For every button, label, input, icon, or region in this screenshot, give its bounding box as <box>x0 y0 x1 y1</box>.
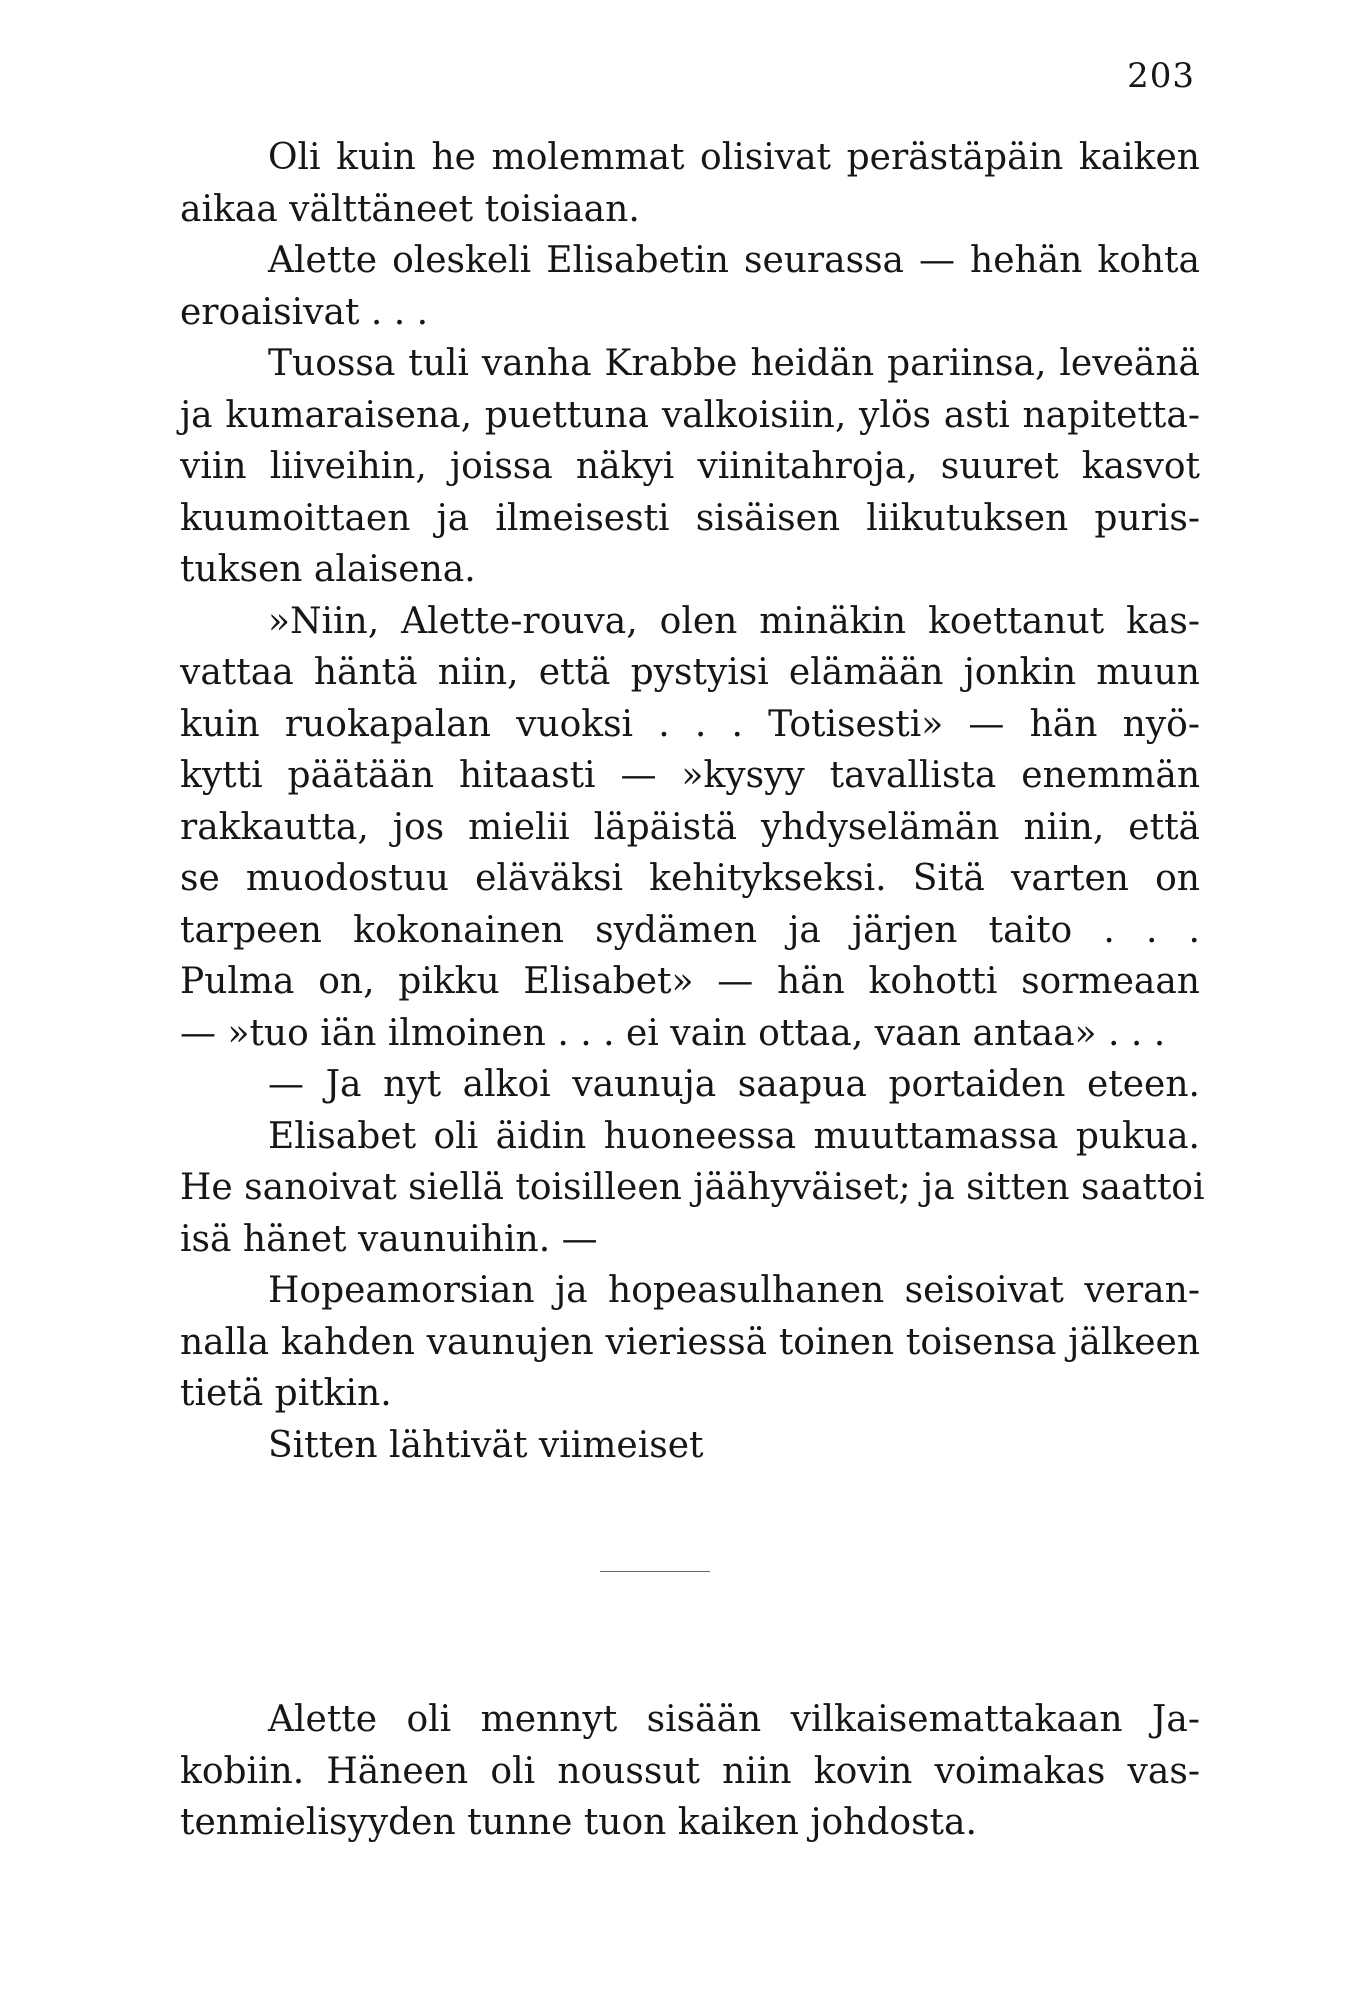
paragraph <box>180 1420 1200 1472</box>
text-line: »Niin, Alette-rouva, olen minäkin koettanut kas- <box>268 600 1200 642</box>
text-line: ja kumaraisena, puettuna valkoisiin, ylös asti napitetta- <box>180 394 1200 436</box>
paragraph <box>180 338 1200 596</box>
text-line: He sanoivat siellä toisilleen jäähyväiset; ja sitten saattoi <box>180 1167 1205 1208</box>
text-line: Pulma on, pikku Elisabet» — hän kohotti sormeaan <box>180 961 1200 1002</box>
text-line: tenmielisyyden tunne tuon kaiken johdosta. <box>180 1802 977 1843</box>
text-line: Elisabet oli äidin huoneessa muuttamassa pukua. <box>268 1115 1200 1157</box>
text-line: Sitten lähtivät viimeiset <box>268 1424 704 1466</box>
text-line: Alette oli mennyt sisään vilkaisemattakaan Ja- <box>268 1699 1200 1740</box>
text-line: se muodostuu eläväksi kehitykseksi. Sitä varten on <box>180 858 1200 899</box>
text-line: — »tuo iän ilmoinen . . . ei vain ottaa, vaan antaa» . . . <box>180 1012 1166 1054</box>
body-text <box>180 132 1205 1849</box>
text-line: Hopeamorsian ja hopeasulhanen seisoivat veran- <box>268 1270 1200 1311</box>
text-line: Tuossa tuli vanha Krabbe heidän pariinsa, leveänä <box>268 343 1200 384</box>
paragraph <box>180 1059 1200 1111</box>
text-line: aikaa välttäneet toisiaan. <box>180 188 640 230</box>
paragraph <box>180 1111 1205 1266</box>
text-line: tietä pitkin. <box>180 1373 392 1414</box>
paragraph <box>180 1265 1200 1420</box>
paragraph <box>180 1694 1200 1849</box>
text-line: tuksen alaisena. <box>180 549 476 590</box>
text-line: kuumoittaen ja ilmeisesti sisäisen liikutuksen puris- <box>180 497 1200 539</box>
text-line: viin liiveihin, joissa näkyi viinitahroja, suuret kasvot <box>180 446 1200 487</box>
text-line: rakkautta, jos mielii läpäistä yhdyselämän niin, että <box>180 806 1200 848</box>
paragraph <box>180 596 1200 1060</box>
text-line: kytti päätään hitaasti — »kysyy tavallista enemmän <box>180 755 1200 796</box>
text-line: kobiin. Häneen oli noussut niin kovin voimakas vas- <box>180 1750 1200 1792</box>
text-line: Alette oleskeli Elisabetin seurassa — hehän kohta <box>268 240 1200 281</box>
paragraph <box>180 235 1200 338</box>
text-line: nalla kahden vaunujen vieriessä toinen toisensa jälkeen <box>180 1321 1200 1363</box>
paragraph <box>180 132 1200 235</box>
text-line: kuin ruokapalan vuoksi . . . Totisesti» — hän nyö- <box>180 703 1200 745</box>
text-line: — Ja nyt alkoi vaunuja saapua portaiden eteen. <box>268 1064 1200 1105</box>
text-line: isä hänet vaunuihin. — <box>180 1218 598 1260</box>
text-line: tarpeen kokonainen sydämen ja järjen taito . . . <box>180 909 1200 951</box>
text-line: Oli kuin he molemmat olisivat perästäpäin kaiken <box>268 137 1200 178</box>
section-spacer <box>180 1572 1200 1694</box>
text-line: eroaisivat . . . <box>180 291 429 333</box>
text-line: vattaa häntä niin, että pystyisi elämään jonkin muun <box>180 652 1200 693</box>
page-number: 203 <box>1127 56 1195 96</box>
